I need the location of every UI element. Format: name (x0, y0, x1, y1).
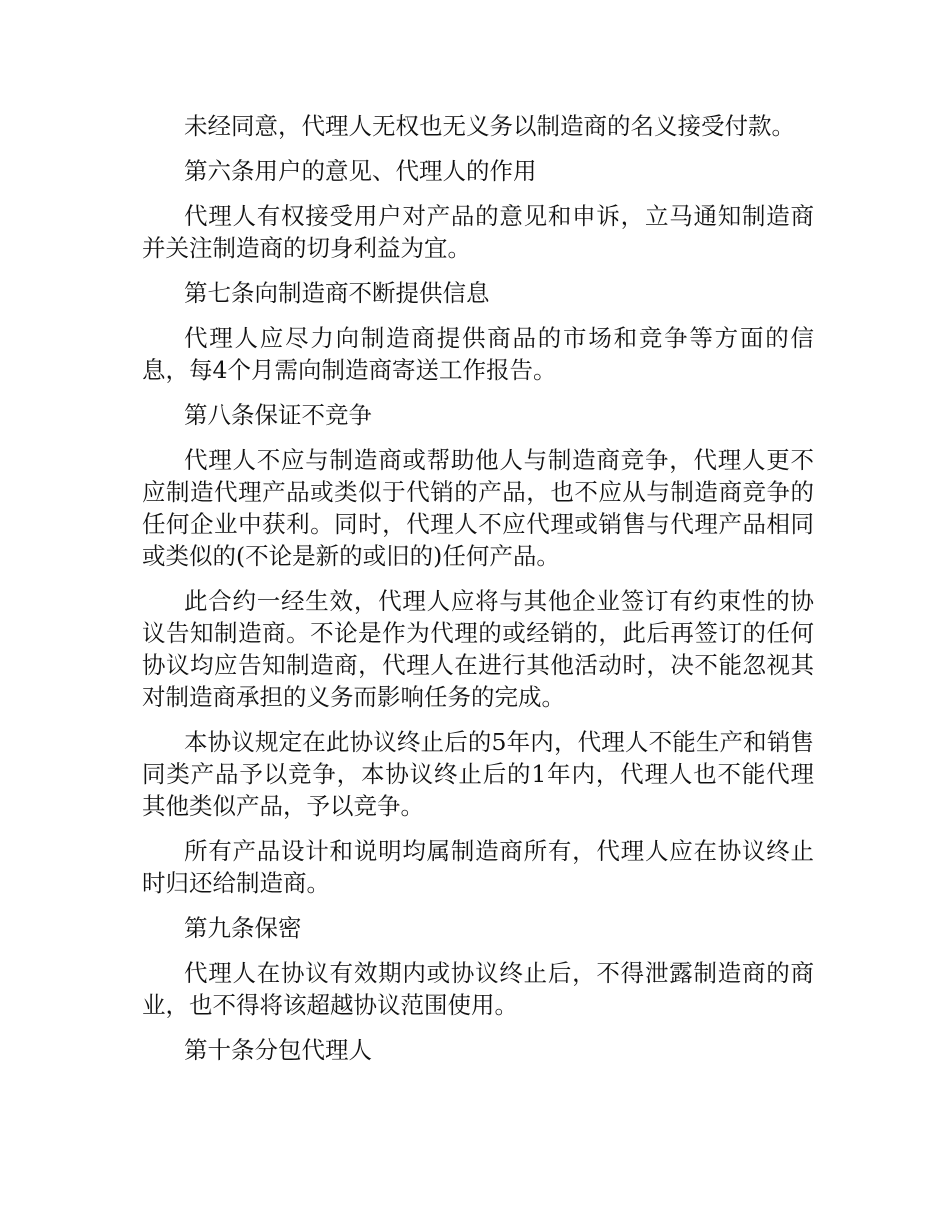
paragraph-post-termination: 本协议规定在此协议终止后的5年内，代理人不能生产和销售同类产品予以竞争，本协议终止后的1年内，代理人也不能代理其他类似产品，予以竞争。 (142, 728, 814, 820)
document-page (142, 110, 814, 1079)
heading-article-6: 第六条用户的意见、代理人的作用 (184, 157, 537, 185)
heading-article-9: 第九条保密 (184, 914, 302, 942)
heading-article-7: 第七条向制造商不断提供信息 (184, 279, 490, 307)
paragraph-contract-effect: 此合约一经生效，代理人应将与其他企业签订有约束性的协议告知制造商。不论是作为代理的或经销的，此后再签订的任何协议均应告知制造商，代理人在进行其他活动时，决不能忽视其对制造商承担的义务而影响任务的完成。 (142, 587, 814, 711)
paragraph-payment: 未经同意，代理人无权也无义务以制造商的名义接受付款。 (184, 112, 795, 140)
paragraph-confidentiality: 代理人在协议有效期内或协议终止后，不得泄露制造商的商业，也不得将该超越协议范围使用。 (142, 959, 814, 1019)
paragraph-non-compete: 代理人不应与制造商或帮助他人与制造商竞争，代理人更不应制造代理产品或类似于代销的产品，也不应从与制造商竞争的任何企业中获利。同时，代理人不应代理或销售与代理产品相同或类似的(不论是新的或旧的)任何产品。 (142, 446, 814, 570)
heading-article-10: 第十条分包代理人 (184, 1036, 372, 1064)
heading-article-8: 第八条保证不竞争 (184, 401, 372, 429)
paragraph-user-opinions: 代理人有权接受用户对产品的意见和申诉，立马通知制造商并关注制造商的切身利益为宜。 (142, 202, 814, 262)
paragraph-information: 代理人应尽力向制造商提供商品的市场和竞争等方面的信息，每4个月需向制造商寄送工作报告。 (142, 324, 814, 384)
paragraph-product-design: 所有产品设计和说明均属制造商所有，代理人应在协议终止时归还给制造商。 (142, 837, 814, 897)
